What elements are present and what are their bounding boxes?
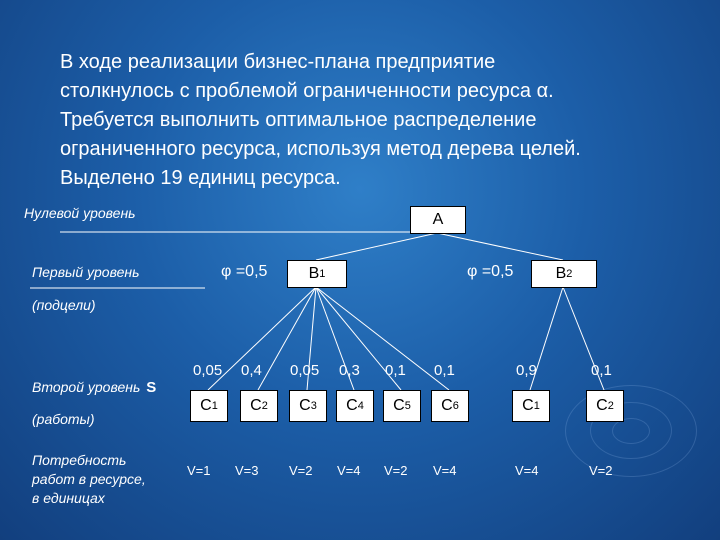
subgoals-label: (подцели) [32, 297, 96, 313]
node-b2-label: B [555, 265, 567, 282]
c-need: V=4 [337, 463, 361, 478]
c-weight: 0,05 [193, 362, 223, 379]
node-b1-sub: 1 [319, 268, 326, 280]
c-need: V=4 [433, 463, 457, 478]
need-label-line3: в единицах [32, 490, 105, 506]
edge-a-b2 [437, 233, 563, 260]
node-b1 [287, 260, 347, 288]
node-c-label: C [393, 397, 405, 414]
node-b2-sub: 2 [566, 268, 573, 280]
c-weight: 0,3 [339, 362, 360, 379]
node-c [289, 390, 327, 422]
node-c-sub: 2 [261, 400, 268, 412]
intro-line: Выделено 19 единиц ресурса. [60, 167, 341, 189]
level-zero-label: Нулевой уровень [24, 205, 136, 221]
node-b1-label: B [308, 265, 320, 282]
node-c-label: C [299, 397, 311, 414]
c-need: V=1 [187, 463, 211, 478]
need-label-line2: работ в ресурсе, [32, 471, 146, 487]
node-c-label: C [596, 397, 608, 414]
node-c-label: C [200, 397, 212, 414]
c-weight: 0,05 [290, 362, 320, 379]
node-c [512, 390, 550, 422]
intro-line: столкнулось с проблемой ограниченности ресурса α. [60, 80, 554, 102]
node-c-sub: 2 [607, 400, 614, 412]
level-two-text: Второй уровень [32, 379, 141, 395]
b1-weight: φ =0,5 [221, 263, 268, 280]
c-weight: 0,4 [241, 362, 262, 379]
need-label-line1: Потребность [32, 452, 127, 468]
edge-b1-c6 [316, 287, 449, 390]
intro-line: Требуется выполнить оптимальное распределение [60, 109, 537, 131]
node-c [240, 390, 278, 422]
node-c-sub: 5 [404, 400, 411, 412]
node-a-label: A [432, 211, 444, 228]
node-c-label: C [346, 397, 358, 414]
c-need: V=3 [235, 463, 259, 478]
node-c-label: C [522, 397, 534, 414]
level-two-symbol: S [146, 379, 157, 396]
edge-a-b1 [316, 233, 437, 260]
node-c [336, 390, 374, 422]
c-need: V=2 [289, 463, 313, 478]
b2-weight: φ =0,5 [467, 263, 514, 280]
node-c-sub: 3 [310, 400, 317, 412]
c-weight: 0,1 [591, 362, 612, 379]
intro-line: ограниченного ресурса, используя метод дерева целей. [60, 138, 581, 160]
node-c-sub: 1 [533, 400, 540, 412]
node-c-sub: 4 [357, 400, 364, 412]
node-c-sub: 1 [211, 400, 218, 412]
node-c [190, 390, 228, 422]
c-weight: 0,1 [434, 362, 455, 379]
node-c-sub: 6 [452, 400, 459, 412]
c-weight: 0,1 [385, 362, 406, 379]
node-a [410, 206, 466, 234]
intro-line: В ходе реализации бизнес-плана предприятие [60, 51, 496, 73]
node-b2 [531, 260, 597, 288]
node-c [431, 390, 469, 422]
level-one-label: Первый уровень [32, 264, 140, 280]
level-two-label [32, 379, 156, 396]
c-need: V=2 [384, 463, 408, 478]
node-c-label: C [250, 397, 262, 414]
c-need: V=2 [589, 463, 613, 478]
c-need: V=4 [515, 463, 539, 478]
node-c [586, 390, 624, 422]
node-c [383, 390, 421, 422]
c-weight: 0,9 [516, 362, 537, 379]
node-c-label: C [441, 397, 453, 414]
works-label: (работы) [32, 411, 95, 427]
